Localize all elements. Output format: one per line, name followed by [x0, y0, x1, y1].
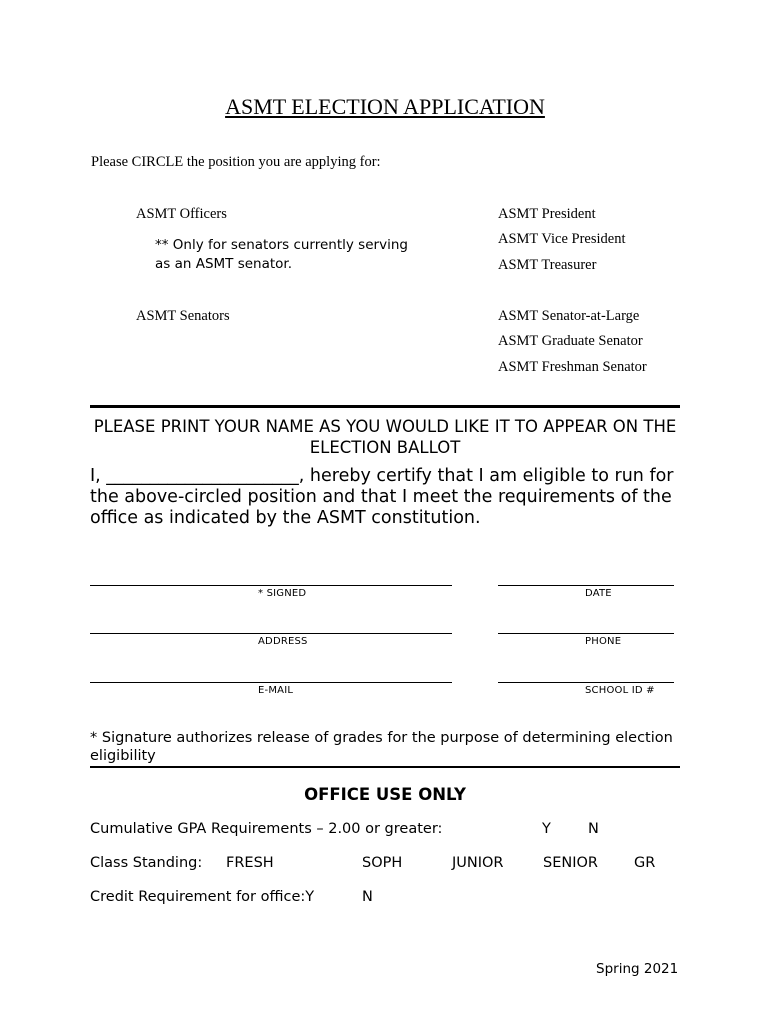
position-treasurer[interactable]: ASMT Treasurer: [498, 257, 597, 273]
credit-requirement-label: Credit Requirement for office:Y: [90, 889, 315, 905]
circle-instruction: Please CIRCLE the position you are applying for:: [91, 154, 381, 170]
email-label: E-MAIL: [258, 685, 294, 696]
senators-label: ASMT Senators: [136, 308, 230, 324]
class-soph-option[interactable]: SOPH: [362, 855, 403, 871]
credit-no-option[interactable]: N: [362, 889, 373, 905]
officers-label: ASMT Officers: [136, 206, 227, 222]
class-gr-option[interactable]: GR: [634, 855, 656, 871]
officers-note: ** Only for senators currently serving as an ASMT senator.: [155, 237, 408, 272]
date-label: DATE: [585, 588, 612, 599]
print-name-heading: PLEASE PRINT YOUR NAME AS YOU WOULD LIKE IT TO APPEAR ON THE ELECTION BALLOT: [93, 417, 677, 457]
certification-statement[interactable]: I, ______________________, hereby certify that I am eligible to run for the above-circled position and that I meet the requirements of the office as indicated by the ASMT constitution.: [90, 466, 674, 528]
phone-line[interactable]: [498, 633, 674, 634]
class-senior-option[interactable]: SENIOR: [543, 855, 598, 871]
office-use-heading: OFFICE USE ONLY: [304, 785, 466, 804]
section-divider: [90, 405, 680, 408]
gpa-requirement-label: Cumulative GPA Requirements – 2.00 or greater:: [90, 821, 443, 837]
position-senator-at-large[interactable]: ASMT Senator-at-Large: [498, 308, 640, 324]
position-graduate-senator[interactable]: ASMT Graduate Senator: [498, 333, 643, 349]
address-line[interactable]: [90, 633, 452, 634]
school-id-line[interactable]: [498, 682, 674, 683]
position-president[interactable]: ASMT President: [498, 206, 596, 222]
class-standing-label: Class Standing:: [90, 855, 203, 871]
page-title: ASMT ELECTION APPLICATION: [225, 94, 545, 119]
school-id-label: SCHOOL ID #: [585, 685, 655, 696]
address-label: ADDRESS: [258, 636, 308, 647]
signed-line[interactable]: [90, 585, 452, 586]
signed-label: * SIGNED: [258, 588, 307, 599]
gpa-yes-option[interactable]: Y: [542, 821, 551, 837]
class-junior-option[interactable]: JUNIOR: [452, 855, 504, 871]
phone-label: PHONE: [585, 636, 622, 647]
term-footer: Spring 2021: [596, 961, 679, 977]
gpa-no-option[interactable]: N: [588, 821, 599, 837]
office-divider: [90, 766, 680, 768]
date-line[interactable]: [498, 585, 674, 586]
signature-footnote: * Signature authorizes release of grades for the purpose of determining election eligibility: [90, 730, 673, 764]
position-vice-president[interactable]: ASMT Vice President: [498, 231, 626, 247]
email-line[interactable]: [90, 682, 452, 683]
class-fresh-option[interactable]: FRESH: [226, 855, 274, 871]
position-freshman-senator[interactable]: ASMT Freshman Senator: [498, 359, 647, 375]
